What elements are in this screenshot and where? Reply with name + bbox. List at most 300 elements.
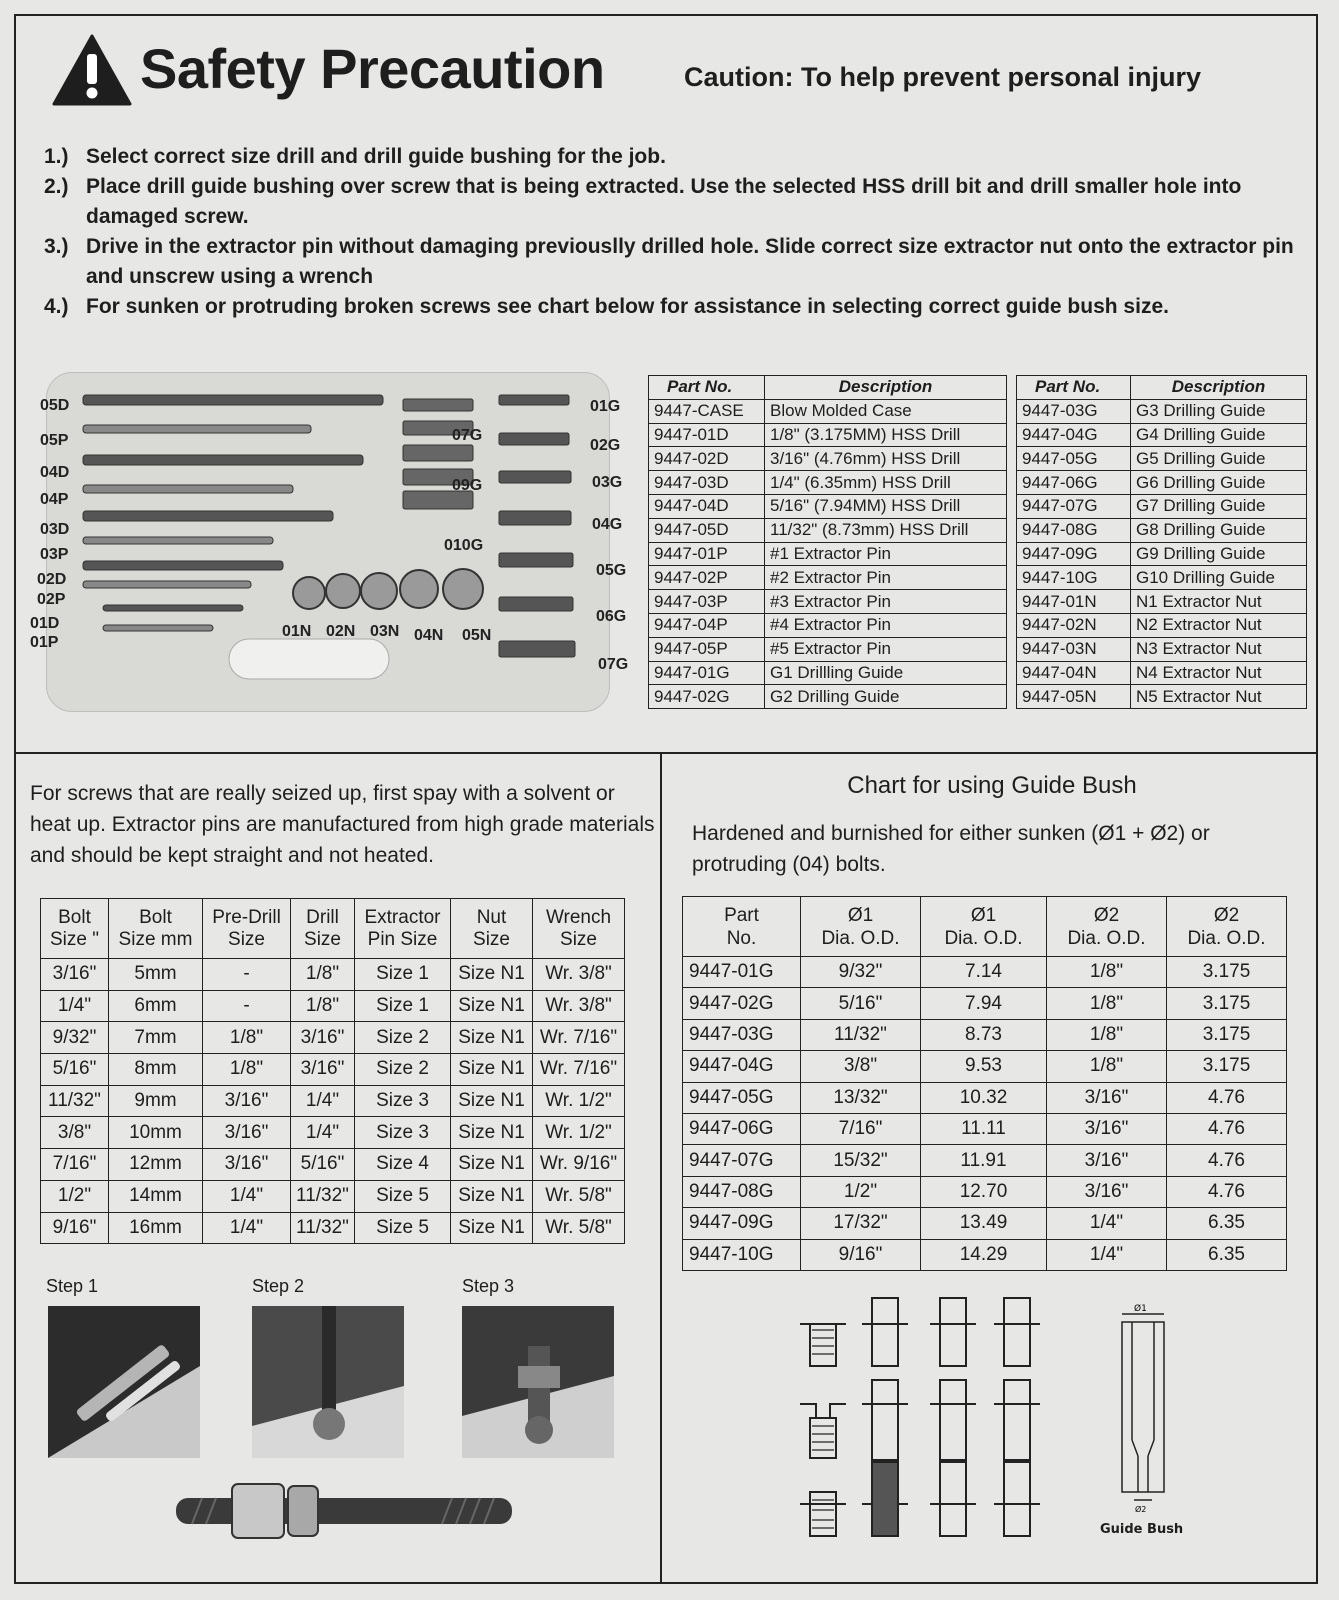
part-number-cell: 9447-04P	[649, 613, 765, 637]
page-title: Safety Precaution	[140, 37, 605, 100]
table-cell: Size 5	[355, 1180, 451, 1212]
table-row	[683, 1145, 1287, 1176]
case-label-03G: 03G	[592, 474, 623, 491]
column-header-line: Dia. O.D.	[944, 927, 1023, 949]
table-cell: 10.32	[921, 1082, 1047, 1113]
table-cell: 6.35	[1167, 1208, 1287, 1239]
table-cell: 1/8"	[291, 959, 355, 991]
table-cell: 9/16"	[41, 1212, 109, 1244]
case-label-04N: 04N	[414, 627, 444, 644]
table-cell: 1/8"	[203, 1054, 291, 1086]
table-cell: 12mm	[109, 1149, 203, 1181]
table-cell: 3/16"	[1047, 1113, 1167, 1144]
table-row	[649, 685, 1007, 709]
table-cell: 1/4"	[291, 1085, 355, 1117]
column-header-line: Bolt	[139, 906, 172, 928]
table-cell: 1/2"	[801, 1176, 921, 1207]
table-cell: Size 3	[355, 1085, 451, 1117]
description-cell: 1/8" (3.175MM) HSS Drill	[765, 423, 1007, 447]
table-cell: Size N1	[451, 1117, 533, 1149]
table-row	[649, 518, 1007, 542]
table-cell: Wr. 5/8"	[533, 1212, 625, 1244]
table-row	[649, 542, 1007, 566]
table-cell: 5/16"	[41, 1054, 109, 1086]
column-header	[533, 899, 625, 959]
part-number-cell: 9447-10G	[1017, 566, 1131, 590]
table-cell: 15/32"	[801, 1145, 921, 1176]
table-cell: 11.11	[921, 1113, 1047, 1144]
column-header-line: Size	[228, 928, 265, 950]
case-label-01P: 01P	[30, 634, 59, 651]
table-row	[649, 423, 1007, 447]
table-row	[1017, 447, 1307, 471]
table-cell: Size 1	[355, 990, 451, 1022]
table-cell: Size N1	[451, 1022, 533, 1054]
column-header-line: Drill	[306, 906, 339, 928]
table-row	[649, 590, 1007, 614]
table-cell: 1/4"	[203, 1180, 291, 1212]
table-cell: 3/16"	[41, 959, 109, 991]
table-cell: 9/16"	[801, 1239, 921, 1270]
table-cell: 3/16"	[1047, 1082, 1167, 1113]
table-row	[649, 447, 1007, 471]
table-cell: 1/4"	[1047, 1208, 1167, 1239]
description-cell: G10 Drilling Guide	[1131, 566, 1307, 590]
part-number-cell: 9447-01P	[649, 542, 765, 566]
description-cell: G7 Drilling Guide	[1131, 494, 1307, 518]
table-row	[683, 1239, 1287, 1270]
description-cell: 5/16" (7.94MM) HSS Drill	[765, 494, 1007, 518]
table-cell: 6.35	[1167, 1239, 1287, 1270]
section-divider	[14, 752, 1318, 754]
step-1-label: Step 1	[46, 1276, 99, 1296]
table-row	[41, 1022, 625, 1054]
instruction-steps	[44, 142, 1314, 322]
table-cell: 7.94	[921, 988, 1047, 1019]
table-row	[649, 613, 1007, 637]
column-header-line: Nut	[476, 906, 507, 928]
column-header-line: Dia. O.D.	[821, 927, 900, 949]
table-row	[1017, 661, 1307, 685]
table-cell: 1/8"	[291, 990, 355, 1022]
table-cell: 5/16"	[291, 1149, 355, 1181]
case-label-07G-middle: 07G	[452, 427, 483, 444]
diameter-1-label: Ø1	[1134, 1304, 1147, 1314]
table-cell: 3.175	[1167, 957, 1287, 988]
step-text: For sunken or protruding broken screws see chart below for assistance in selecting correct guide bush size.	[86, 295, 1169, 318]
table-cell: Wr. 3/8"	[533, 990, 625, 1022]
column-header-line: Bolt	[58, 906, 91, 928]
part-number-cell: 9447-03D	[649, 471, 765, 495]
description-cell: #5 Extractor Pin	[765, 637, 1007, 661]
table-row	[649, 566, 1007, 590]
table-row	[1017, 685, 1307, 709]
case-label-04D: 04D	[40, 464, 70, 481]
part-number-cell: 9447-01G	[649, 661, 765, 685]
description-cell: G8 Drilling Guide	[1131, 518, 1307, 542]
table-cell: 3.175	[1167, 1051, 1287, 1082]
table-cell: 1/8"	[1047, 957, 1167, 988]
table-cell: 3/16"	[291, 1054, 355, 1086]
case-label-010G: 010G	[444, 537, 484, 554]
column-header	[683, 897, 801, 957]
part-number-cell: 9447-01G	[683, 957, 801, 988]
table-row	[1017, 542, 1307, 566]
part-number-cell: 9447-02G	[683, 988, 801, 1019]
part-number-cell: 9447-09G	[1017, 542, 1131, 566]
part-number-cell: 9447-CASE	[649, 399, 765, 423]
table-cell: 9/32"	[801, 957, 921, 988]
table-cell: Size N1	[451, 1212, 533, 1244]
case-label-04P: 04P	[40, 491, 69, 508]
part-number-cell: 9447-02G	[649, 685, 765, 709]
part-number-cell: 9447-01D	[649, 423, 765, 447]
table-cell: Size N1	[451, 990, 533, 1022]
column-header	[355, 899, 451, 959]
part-number-cell: 9447-02D	[649, 447, 765, 471]
case-label-03N: 03N	[370, 623, 400, 640]
table-cell: Size 2	[355, 1054, 451, 1086]
part-number-cell: 9447-03G	[1017, 399, 1131, 423]
table-cell: Wr. 1/2"	[533, 1085, 625, 1117]
table-cell: 4.76	[1167, 1145, 1287, 1176]
guide-bush-diagram	[1108, 1300, 1178, 1520]
table-cell: 13.49	[921, 1208, 1047, 1239]
part-number-cell: 9447-04G	[1017, 423, 1131, 447]
part-number-cell: 9447-09G	[683, 1208, 801, 1239]
table-row	[649, 661, 1007, 685]
column-header-line: Size	[304, 928, 341, 950]
table-cell: Size N1	[451, 1085, 533, 1117]
table-row	[41, 1180, 625, 1212]
column-header	[109, 899, 203, 959]
column-header-line: No.	[726, 927, 757, 949]
description-cell: G9 Drilling Guide	[1131, 542, 1307, 566]
column-header-line: Size "	[50, 928, 99, 950]
column-header-line: Part	[724, 904, 759, 926]
description-cell: N3 Extractor Nut	[1131, 637, 1307, 661]
case-label-01D: 01D	[30, 615, 60, 632]
step-2-label: Step 2	[252, 1276, 305, 1296]
description-cell: Blow Molded Case	[765, 399, 1007, 423]
table-row	[41, 959, 625, 991]
part-number-cell: 9447-04N	[1017, 661, 1131, 685]
table-cell: 7/16"	[41, 1149, 109, 1181]
description-cell: G3 Drilling Guide	[1131, 399, 1307, 423]
table-cell: 3/16"	[203, 1117, 291, 1149]
column-header: Description	[1131, 376, 1307, 400]
table-cell: Wr. 9/16"	[533, 1149, 625, 1181]
table-cell: 1/8"	[1047, 1019, 1167, 1050]
table-cell: -	[203, 959, 291, 991]
table-cell: 3/8"	[41, 1117, 109, 1149]
tool-case-photo	[46, 372, 610, 712]
table-cell: Size 2	[355, 1022, 451, 1054]
table-cell: 3/16"	[1047, 1145, 1167, 1176]
case-label-06G: 06G	[596, 608, 627, 625]
description-cell: N1 Extractor Nut	[1131, 590, 1307, 614]
table-cell: 11/32"	[801, 1019, 921, 1050]
table-cell: 1/4"	[291, 1117, 355, 1149]
table-cell: 12.70	[921, 1176, 1047, 1207]
table-cell: 3/16"	[203, 1149, 291, 1181]
table-cell: Size N1	[451, 1149, 533, 1181]
table-cell: Wr. 1/2"	[533, 1117, 625, 1149]
table-cell: 1/4"	[203, 1212, 291, 1244]
description-cell: G1 Drillling Guide	[765, 661, 1007, 685]
table-row	[41, 1085, 625, 1117]
part-number-cell: 9447-05P	[649, 637, 765, 661]
table-cell: 13/32"	[801, 1082, 921, 1113]
table-cell: 7.14	[921, 957, 1047, 988]
column-header	[451, 899, 533, 959]
column-header-line: Wrench	[545, 906, 612, 928]
table-cell: 11.91	[921, 1145, 1047, 1176]
table-cell: Size N1	[451, 1180, 533, 1212]
column-header-line: Size mm	[118, 928, 193, 950]
case-label-05D: 05D	[40, 397, 70, 414]
case-label-05P: 05P	[40, 432, 69, 449]
column-header	[921, 897, 1047, 957]
step-item	[44, 142, 1314, 172]
description-cell: G5 Drilling Guide	[1131, 447, 1307, 471]
table-row	[683, 1208, 1287, 1239]
description-cell: N2 Extractor Nut	[1131, 613, 1307, 637]
column-header-line: Pre-Drill	[212, 906, 281, 928]
column-header: Part No.	[649, 376, 765, 400]
table-cell: Size 1	[355, 959, 451, 991]
step-item	[44, 172, 1314, 232]
table-cell: 5/16"	[801, 988, 921, 1019]
column-header-line: Ø1	[847, 904, 874, 926]
part-number-cell: 9447-08G	[1017, 518, 1131, 542]
column-header-line: Extractor	[364, 906, 441, 928]
diameter-2-label: Ø2	[1135, 1505, 1147, 1514]
table-row	[649, 637, 1007, 661]
column-header-line: Size	[560, 928, 597, 950]
table-cell: Wr. 5/8"	[533, 1180, 625, 1212]
part-number-cell: 9447-05D	[649, 518, 765, 542]
table-row	[41, 1149, 625, 1181]
table-cell: 8.73	[921, 1019, 1047, 1050]
step-3-photo	[462, 1306, 614, 1458]
description-cell: G2 Drilling Guide	[765, 685, 1007, 709]
table-row	[41, 1054, 625, 1086]
part-number-cell: 9447-02P	[649, 566, 765, 590]
step-text: Select correct size drill and drill guide bushing for the job.	[86, 145, 666, 168]
column-header-line: Pin Size	[367, 928, 438, 950]
table-cell: Size 3	[355, 1117, 451, 1149]
table-cell: 9mm	[109, 1085, 203, 1117]
table-cell: 3/8"	[801, 1051, 921, 1082]
case-label-04G: 04G	[592, 516, 623, 533]
step-number: 4.)	[44, 295, 69, 318]
parts-table-2	[1016, 375, 1307, 709]
case-label-02D: 02D	[37, 571, 67, 588]
table-cell: 4.76	[1167, 1082, 1287, 1113]
column-header: Part No.	[1017, 376, 1131, 400]
caution-heading: Caution: To help prevent personal injury	[684, 62, 1202, 92]
description-cell: 1/4" (6.35mm) HSS Drill	[765, 471, 1007, 495]
table-cell: 1/4"	[41, 990, 109, 1022]
table-row	[1017, 518, 1307, 542]
table-cell: Wr. 3/8"	[533, 959, 625, 991]
description-cell: #3 Extractor Pin	[765, 590, 1007, 614]
table-cell: 9.53	[921, 1051, 1047, 1082]
table-cell: Wr. 7/16"	[533, 1022, 625, 1054]
step-text: Place drill guide bushing over screw that is being extracted. Use the selected HSS drill bit and drill smaller hole into damaged screw.	[86, 175, 1242, 228]
table-row	[649, 471, 1007, 495]
table-row	[1017, 494, 1307, 518]
table-cell: 3/16"	[291, 1022, 355, 1054]
table-cell: 3/16"	[203, 1085, 291, 1117]
step-3-label: Step 3	[462, 1276, 515, 1296]
guide-chart-title: Chart for using Guide Bush	[847, 772, 1137, 799]
part-number-cell: 9447-04D	[649, 494, 765, 518]
table-cell: 8mm	[109, 1054, 203, 1086]
table-cell: 9/32"	[41, 1022, 109, 1054]
case-label-07G-right: 07G	[598, 656, 629, 673]
table-cell: 1/8"	[203, 1022, 291, 1054]
table-row	[1017, 613, 1307, 637]
part-number-cell: 9447-08G	[683, 1176, 801, 1207]
column-header	[1047, 897, 1167, 957]
part-number-cell: 9447-05G	[683, 1082, 801, 1113]
case-label-02P: 02P	[37, 591, 66, 608]
part-number-cell: 9447-02N	[1017, 613, 1131, 637]
table-cell: 11/32"	[291, 1212, 355, 1244]
step-2-photo	[252, 1306, 404, 1458]
part-number-cell: 9447-03N	[1017, 637, 1131, 661]
table-row	[41, 1212, 625, 1244]
table-row	[683, 1176, 1287, 1207]
step-text: Drive in the extractor pin without damaging previouslly drilled hole. Slide correct size extractor nut onto the extractor pin and unscrew using a wrench	[86, 235, 1294, 288]
description-cell: #1 Extractor Pin	[765, 542, 1007, 566]
table-row	[41, 990, 625, 1022]
step-item	[44, 232, 1314, 292]
table-cell: 4.76	[1167, 1176, 1287, 1207]
table-cell: Wr. 7/16"	[533, 1054, 625, 1086]
case-label-01G: 01G	[590, 398, 621, 415]
table-cell: 11/32"	[291, 1180, 355, 1212]
case-label-03D: 03D	[40, 521, 70, 538]
description-cell: N4 Extractor Nut	[1131, 661, 1307, 685]
column-header-line: Ø1	[970, 904, 997, 926]
step-item	[44, 292, 1314, 322]
step-number: 1.)	[44, 145, 69, 168]
table-cell: Size N1	[451, 1054, 533, 1086]
step-1-photo	[48, 1306, 200, 1458]
part-number-cell: 9447-03P	[649, 590, 765, 614]
table-row	[1017, 423, 1307, 447]
table-row	[41, 1117, 625, 1149]
column-header: Description	[765, 376, 1007, 400]
case-label-05N: 05N	[462, 627, 492, 644]
part-number-cell: 9447-07G	[1017, 494, 1131, 518]
part-number-cell: 9447-06G	[683, 1113, 801, 1144]
case-label-09G: 09G	[452, 477, 483, 494]
case-label-03P: 03P	[40, 546, 69, 563]
step-number: 2.)	[44, 175, 69, 198]
guide-chart-description: Hardened and burnished for either sunken (Ø1 + Ø2) or protruding (04) bolts.	[692, 822, 1210, 876]
table-cell: 3/16"	[1047, 1176, 1167, 1207]
table-row	[1017, 399, 1307, 423]
column-header	[41, 899, 109, 959]
table-cell: 7mm	[109, 1022, 203, 1054]
table-row	[1017, 590, 1307, 614]
description-cell: 11/32" (8.73mm) HSS Drill	[765, 518, 1007, 542]
part-number-cell: 9447-05G	[1017, 447, 1131, 471]
table-cell: Size 5	[355, 1212, 451, 1244]
table-cell: 11/32"	[41, 1085, 109, 1117]
table-cell: 14.29	[921, 1239, 1047, 1270]
extractor-pin-with-nut-illustration	[172, 1476, 516, 1546]
column-header-line: Size	[473, 928, 510, 950]
table-cell: 14mm	[109, 1180, 203, 1212]
description-cell: G4 Drilling Guide	[1131, 423, 1307, 447]
column-header	[203, 899, 291, 959]
table-row	[683, 1051, 1287, 1082]
table-cell: 10mm	[109, 1117, 203, 1149]
table-cell: 5mm	[109, 959, 203, 991]
parts-table-1	[648, 375, 1007, 709]
table-cell: 4.76	[1167, 1113, 1287, 1144]
column-header-line: Dia. O.D.	[1067, 927, 1146, 949]
case-label-01N: 01N	[282, 623, 312, 640]
case-label-02N: 02N	[326, 623, 356, 640]
table-row	[683, 957, 1287, 988]
table-cell: 16mm	[109, 1212, 203, 1244]
description-cell: #2 Extractor Pin	[765, 566, 1007, 590]
table-row	[1017, 566, 1307, 590]
table-cell: 6mm	[109, 990, 203, 1022]
column-header-line: Ø2	[1093, 904, 1120, 926]
table-row	[683, 988, 1287, 1019]
table-cell: 3.175	[1167, 988, 1287, 1019]
case-label-02G: 02G	[590, 437, 621, 454]
part-number-cell: 9447-03G	[683, 1019, 801, 1050]
guide-bush-label: Guide Bush	[1100, 1522, 1184, 1537]
tool-case-illustration	[47, 373, 611, 713]
table-row	[1017, 471, 1307, 495]
part-number-cell: 9447-10G	[683, 1239, 801, 1270]
sunken-protruding-screw-diagram	[800, 1296, 1050, 1546]
table-cell: 3.175	[1167, 1019, 1287, 1050]
description-cell: #4 Extractor Pin	[765, 613, 1007, 637]
bolt-size-table	[40, 898, 625, 1244]
part-number-cell: 9447-07G	[683, 1145, 801, 1176]
table-row	[683, 1082, 1287, 1113]
usage-note: For screws that are really seized up, first spay with a solvent or heat up. Extractor pins are manufactured from high grade materials and should be kept straight and not heated.	[30, 782, 655, 867]
guide-bush-table	[682, 896, 1287, 1271]
table-row	[1017, 637, 1307, 661]
table-cell: Size N1	[451, 959, 533, 991]
part-number-cell: 9447-06G	[1017, 471, 1131, 495]
column-header	[801, 897, 921, 957]
table-cell: 1/4"	[1047, 1239, 1167, 1270]
table-cell: 1/8"	[1047, 988, 1167, 1019]
part-number-cell: 9447-01N	[1017, 590, 1131, 614]
case-label-05G: 05G	[596, 562, 627, 579]
column-header-line: Ø2	[1213, 904, 1240, 926]
description-cell: G6 Drilling Guide	[1131, 471, 1307, 495]
column-divider	[660, 752, 662, 1584]
table-cell: Size 4	[355, 1149, 451, 1181]
warning-icon	[52, 34, 132, 106]
column-header	[1167, 897, 1287, 957]
table-row	[683, 1019, 1287, 1050]
step-number: 3.)	[44, 235, 69, 258]
